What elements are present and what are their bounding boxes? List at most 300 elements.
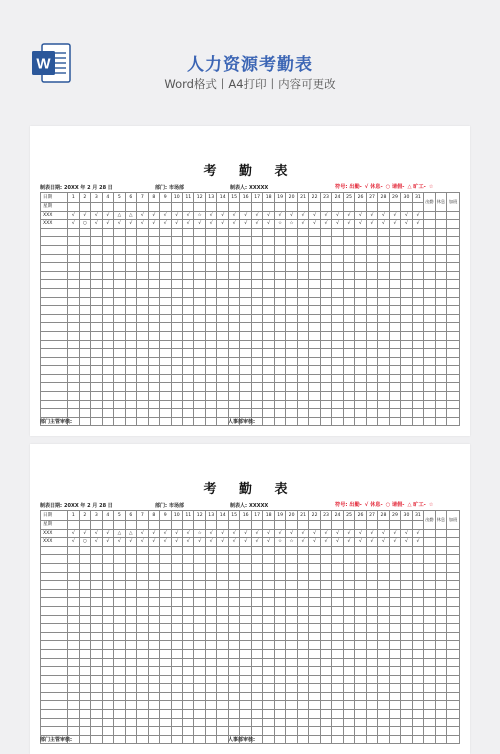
table-cell	[435, 589, 446, 598]
attendance-mark: √	[114, 220, 125, 229]
table-cell	[366, 735, 377, 744]
table-cell	[332, 237, 343, 246]
table-cell	[274, 684, 285, 693]
table-cell	[125, 546, 136, 555]
table-cell	[91, 718, 102, 727]
table-cell	[160, 254, 171, 263]
table-cell	[251, 357, 262, 366]
table-cell	[217, 340, 228, 349]
table-cell	[286, 641, 297, 650]
table-cell	[68, 606, 79, 615]
table-cell	[263, 624, 274, 633]
table-cell	[102, 245, 113, 254]
table-cell	[447, 667, 460, 676]
table-cell	[401, 383, 412, 392]
table-cell	[205, 615, 216, 624]
table-cell	[309, 237, 320, 246]
table-cell	[274, 641, 285, 650]
table-cell	[91, 374, 102, 383]
date-value: 20XX 年 2 月 28 日	[64, 503, 113, 509]
attendance-mark: ☆	[274, 220, 285, 229]
table-cell	[41, 692, 68, 701]
table-cell	[343, 649, 354, 658]
table-cell	[205, 331, 216, 340]
table-cell	[205, 237, 216, 246]
table-cell	[148, 254, 159, 263]
table-cell	[91, 667, 102, 676]
table-cell	[332, 615, 343, 624]
table-cell	[194, 409, 205, 418]
table-cell	[205, 649, 216, 658]
table-cell	[68, 366, 79, 375]
table-cell	[205, 392, 216, 401]
table-row	[41, 263, 460, 272]
table-cell	[320, 727, 331, 736]
table-cell	[41, 624, 68, 633]
day-number: 6	[125, 193, 136, 203]
table-cell	[251, 314, 262, 323]
table-cell	[435, 572, 446, 581]
attendance-mark: √	[91, 529, 102, 538]
table-cell	[171, 271, 182, 280]
table-cell	[251, 374, 262, 383]
table-cell	[91, 563, 102, 572]
table-cell	[286, 589, 297, 598]
table-cell	[251, 349, 262, 358]
table-cell	[91, 331, 102, 340]
table-cell	[297, 271, 308, 280]
table-cell	[102, 417, 113, 426]
summary-cell	[435, 529, 446, 538]
table-cell	[447, 280, 460, 289]
table-cell	[125, 684, 136, 693]
table-cell	[228, 331, 239, 340]
table-row	[41, 692, 460, 701]
table-cell	[424, 340, 435, 349]
table-cell	[274, 263, 285, 272]
table-cell	[332, 409, 343, 418]
table-cell	[378, 701, 389, 710]
week-cell	[68, 521, 79, 530]
day-number: 14	[217, 511, 228, 521]
table-cell	[378, 357, 389, 366]
table-cell	[148, 280, 159, 289]
table-cell	[217, 581, 228, 590]
table-cell	[366, 710, 377, 719]
table-cell	[102, 675, 113, 684]
table-row	[41, 271, 460, 280]
table-cell	[114, 675, 125, 684]
table-cell	[160, 692, 171, 701]
summary-header: 休息	[435, 193, 446, 212]
table-cell	[412, 349, 423, 358]
table-cell	[137, 263, 148, 272]
table-cell	[137, 374, 148, 383]
attendance-mark: √	[160, 211, 171, 220]
table-cell	[125, 658, 136, 667]
table-cell	[125, 701, 136, 710]
table-cell	[251, 684, 262, 693]
table-cell	[320, 409, 331, 418]
table-cell	[309, 641, 320, 650]
table-cell	[286, 701, 297, 710]
table-cell	[240, 658, 251, 667]
employee-name: XXX	[41, 538, 68, 547]
table-cell	[424, 245, 435, 254]
attendance-mark: √	[378, 529, 389, 538]
day-number: 11	[183, 511, 194, 521]
table-cell	[68, 632, 79, 641]
table-cell	[160, 297, 171, 306]
table-cell	[263, 366, 274, 375]
table-cell	[447, 675, 460, 684]
table-cell	[102, 735, 113, 744]
attendance-mark: √	[68, 538, 79, 547]
day-number: 9	[160, 511, 171, 521]
attendance-mark: √	[355, 211, 366, 220]
table-cell	[114, 692, 125, 701]
table-cell	[320, 555, 331, 564]
table-cell	[160, 667, 171, 676]
table-cell	[114, 280, 125, 289]
table-row	[41, 615, 460, 624]
table-cell	[332, 649, 343, 658]
table-cell	[91, 727, 102, 736]
table-cell	[228, 314, 239, 323]
table-cell	[205, 632, 216, 641]
attendance-mark: √	[205, 529, 216, 538]
table-cell	[355, 280, 366, 289]
table-cell	[41, 589, 68, 598]
table-cell	[263, 323, 274, 332]
week-cell	[263, 203, 274, 212]
table-cell	[274, 581, 285, 590]
table-cell	[389, 658, 400, 667]
week-cell	[160, 203, 171, 212]
table-cell	[424, 735, 435, 744]
attendance-mark: √	[102, 538, 113, 547]
table-cell	[412, 598, 423, 607]
attendance-mark: √	[171, 220, 182, 229]
table-cell	[447, 417, 460, 426]
table-cell	[401, 357, 412, 366]
attendance-mark: √	[343, 529, 354, 538]
table-cell	[274, 615, 285, 624]
table-cell	[183, 374, 194, 383]
svg-text:W: W	[36, 55, 51, 73]
table-cell	[297, 555, 308, 564]
table-cell	[401, 701, 412, 710]
day-number: 21	[297, 511, 308, 521]
table-cell	[286, 306, 297, 315]
table-cell	[297, 701, 308, 710]
table-cell	[41, 306, 68, 315]
table-cell	[274, 288, 285, 297]
table-cell	[286, 271, 297, 280]
table-cell	[332, 288, 343, 297]
table-cell	[401, 400, 412, 409]
table-cell	[137, 727, 148, 736]
table-cell	[389, 374, 400, 383]
table-cell	[401, 331, 412, 340]
table-row	[41, 529, 460, 538]
table-cell	[389, 624, 400, 633]
table-cell	[102, 228, 113, 237]
table-cell	[332, 710, 343, 719]
table-cell	[79, 254, 90, 263]
table-cell	[137, 245, 148, 254]
table-cell	[412, 383, 423, 392]
week-cell	[148, 203, 159, 212]
table-cell	[205, 624, 216, 633]
table-cell	[424, 710, 435, 719]
table-cell	[297, 615, 308, 624]
table-cell	[183, 555, 194, 564]
day-number: 9	[160, 193, 171, 203]
table-cell	[68, 271, 79, 280]
table-cell	[320, 735, 331, 744]
table-cell	[125, 349, 136, 358]
table-cell	[79, 228, 90, 237]
table-cell	[160, 392, 171, 401]
table-cell	[389, 632, 400, 641]
table-cell	[355, 357, 366, 366]
table-cell	[228, 667, 239, 676]
table-cell	[68, 392, 79, 401]
table-cell	[102, 297, 113, 306]
table-cell	[240, 581, 251, 590]
attendance-mark: √	[205, 220, 216, 229]
table-cell	[91, 701, 102, 710]
table-cell	[102, 254, 113, 263]
table-cell	[91, 245, 102, 254]
table-cell	[274, 667, 285, 676]
table-cell	[228, 675, 239, 684]
table-cell	[378, 392, 389, 401]
table-cell	[263, 288, 274, 297]
table-cell	[424, 271, 435, 280]
table-cell	[79, 349, 90, 358]
attendance-mark: √	[148, 538, 159, 547]
department-label: 部门:	[155, 185, 167, 191]
table-cell	[412, 297, 423, 306]
table-cell	[91, 400, 102, 409]
table-cell	[263, 589, 274, 598]
table-cell	[309, 400, 320, 409]
symbol-legend	[335, 183, 436, 190]
table-cell	[183, 624, 194, 633]
table-cell	[41, 563, 68, 572]
table-cell	[343, 701, 354, 710]
table-cell	[217, 366, 228, 375]
table-cell	[320, 392, 331, 401]
attendance-mark: √	[137, 220, 148, 229]
table-cell	[447, 237, 460, 246]
table-cell	[148, 658, 159, 667]
table-cell	[137, 271, 148, 280]
table-cell	[412, 727, 423, 736]
table-row	[41, 581, 460, 590]
table-cell	[102, 237, 113, 246]
table-cell	[137, 288, 148, 297]
table-cell	[114, 400, 125, 409]
table-cell	[91, 675, 102, 684]
table-cell	[217, 555, 228, 564]
table-cell	[263, 297, 274, 306]
table-cell	[320, 263, 331, 272]
table-cell	[137, 392, 148, 401]
table-cell	[424, 383, 435, 392]
table-cell	[228, 280, 239, 289]
table-cell	[274, 546, 285, 555]
maker-field	[230, 502, 268, 509]
table-cell	[435, 727, 446, 736]
table-cell	[68, 546, 79, 555]
table-cell	[194, 555, 205, 564]
table-cell	[286, 710, 297, 719]
table-cell	[412, 417, 423, 426]
table-cell	[171, 546, 182, 555]
table-cell	[309, 288, 320, 297]
table-cell	[401, 606, 412, 615]
table-cell	[114, 641, 125, 650]
table-cell	[240, 331, 251, 340]
table-row	[41, 314, 460, 323]
attendance-mark: √	[171, 538, 182, 547]
summary-cell	[447, 538, 460, 547]
table-cell	[79, 263, 90, 272]
table-cell	[79, 400, 90, 409]
week-cell	[171, 521, 182, 530]
table-cell	[217, 727, 228, 736]
table-cell	[263, 417, 274, 426]
table-cell	[389, 710, 400, 719]
table-cell	[41, 228, 68, 237]
table-cell	[424, 598, 435, 607]
table-cell	[389, 340, 400, 349]
week-cell	[401, 521, 412, 530]
table-cell	[114, 314, 125, 323]
week-row-label: 星期	[41, 521, 68, 530]
table-cell	[286, 675, 297, 684]
table-cell	[355, 641, 366, 650]
table-cell	[251, 632, 262, 641]
table-cell	[412, 572, 423, 581]
table-cell	[366, 598, 377, 607]
table-cell	[148, 598, 159, 607]
summary-header: 出勤	[424, 511, 435, 530]
table-cell	[205, 727, 216, 736]
table-cell	[125, 615, 136, 624]
table-cell	[401, 263, 412, 272]
table-row	[41, 331, 460, 340]
table-row	[41, 245, 460, 254]
table-cell	[240, 228, 251, 237]
table-cell	[102, 349, 113, 358]
table-cell	[194, 735, 205, 744]
table-cell	[68, 383, 79, 392]
table-cell	[332, 280, 343, 289]
department-value: 市场部	[169, 185, 185, 191]
table-cell	[171, 692, 182, 701]
table-cell	[435, 598, 446, 607]
table-cell	[148, 340, 159, 349]
table-cell	[114, 383, 125, 392]
table-cell	[366, 245, 377, 254]
table-cell	[447, 245, 460, 254]
table-cell	[401, 718, 412, 727]
table-cell	[148, 675, 159, 684]
day-number: 31	[412, 511, 423, 521]
table-week-row	[41, 521, 460, 530]
table-cell	[435, 684, 446, 693]
table-cell	[355, 710, 366, 719]
table-cell	[320, 684, 331, 693]
table-cell	[435, 366, 446, 375]
table-cell	[171, 400, 182, 409]
table-cell	[217, 280, 228, 289]
table-cell	[114, 323, 125, 332]
table-cell	[263, 349, 274, 358]
table-cell	[137, 624, 148, 633]
table-cell	[286, 400, 297, 409]
table-cell	[91, 710, 102, 719]
table-cell	[309, 349, 320, 358]
table-cell	[137, 692, 148, 701]
week-cell	[217, 521, 228, 530]
header	[0, 0, 500, 110]
table-cell	[68, 563, 79, 572]
week-cell	[251, 203, 262, 212]
day-number: 30	[401, 511, 412, 521]
table-cell	[309, 581, 320, 590]
table-cell	[183, 366, 194, 375]
table-cell	[263, 563, 274, 572]
table-cell	[183, 237, 194, 246]
table-cell	[217, 383, 228, 392]
table-cell	[389, 357, 400, 366]
week-cell	[68, 203, 79, 212]
table-cell	[79, 692, 90, 701]
table-cell	[412, 400, 423, 409]
table-cell	[41, 331, 68, 340]
table-cell	[125, 306, 136, 315]
table-cell	[183, 727, 194, 736]
table-cell	[309, 701, 320, 710]
table-cell	[424, 349, 435, 358]
day-number: 24	[332, 193, 343, 203]
table-cell	[366, 228, 377, 237]
table-cell	[435, 314, 446, 323]
table-cell	[114, 684, 125, 693]
attendance-mark: √	[366, 220, 377, 229]
summary-cell	[424, 529, 435, 538]
table-cell	[137, 632, 148, 641]
table-cell	[274, 589, 285, 598]
table-cell	[435, 735, 446, 744]
table-cell	[389, 667, 400, 676]
table-cell	[355, 546, 366, 555]
table-cell	[148, 555, 159, 564]
attendance-mark: √	[68, 220, 79, 229]
table-cell	[228, 271, 239, 280]
table-cell	[125, 340, 136, 349]
table-cell	[366, 701, 377, 710]
table-cell	[183, 581, 194, 590]
table-cell	[240, 710, 251, 719]
table-cell	[286, 331, 297, 340]
attendance-mark: √	[378, 220, 389, 229]
